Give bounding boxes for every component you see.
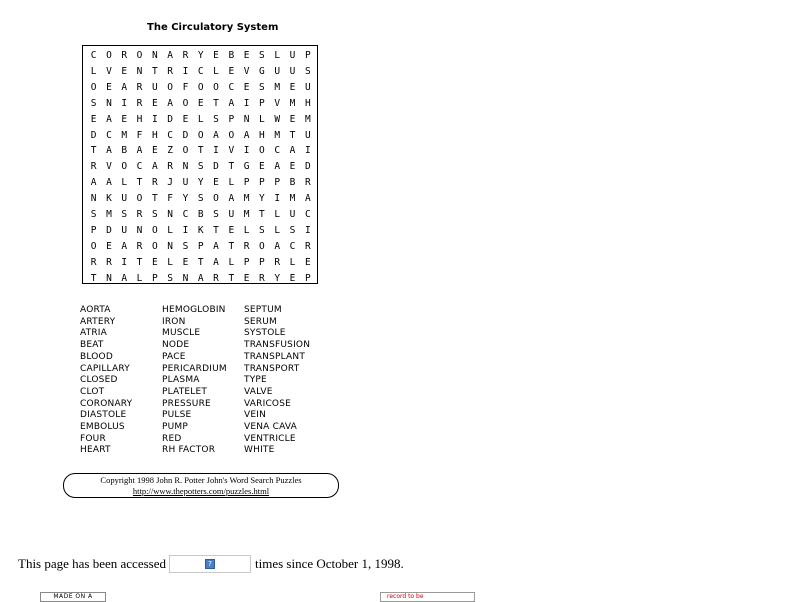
grid-letter: S [151, 209, 158, 220]
grid-row [86, 192, 315, 205]
grid-letter: A [151, 161, 158, 173]
grid-letter: M [304, 113, 311, 125]
grid-letter: I [243, 145, 250, 157]
credit-url-link[interactable]: http://www.thepotters.com/puzzles.html [132, 486, 270, 496]
grid-letter: A [136, 145, 143, 157]
grid-letter: S [259, 50, 265, 61]
grid-letter: R [90, 256, 97, 268]
grid-letter: E [213, 50, 219, 61]
grid-letter: Y [274, 272, 281, 284]
grid-row [86, 176, 315, 189]
grid-letter: E [228, 224, 235, 236]
grid-letter: E [151, 256, 158, 268]
grid-letter: E [259, 161, 265, 173]
grid-letter: O [121, 161, 128, 173]
grid-letter: U [151, 81, 158, 93]
grid-letter: M [289, 97, 296, 109]
grid-letter: I [304, 145, 311, 157]
grid-letter: U [121, 193, 128, 205]
word-item: RH FACTOR [162, 445, 216, 456]
grid-letter: R [213, 272, 219, 284]
grid-letter: A [197, 272, 204, 284]
grid-letter: D [106, 224, 112, 236]
grid-letter: T [259, 209, 265, 220]
grid-letter: E [243, 272, 250, 284]
grid-letter: T [90, 272, 97, 284]
word-item: CORONARY [80, 398, 133, 409]
grid-letter: D [182, 129, 189, 141]
grid-letter: S [304, 65, 311, 77]
grid-letter: A [90, 177, 97, 189]
grid-letter: V [243, 65, 250, 77]
grid-letter: Y [182, 193, 189, 205]
grid-letter: A [121, 240, 128, 252]
grid-letter: S [167, 272, 173, 284]
grid-letter: T [151, 65, 158, 77]
word-item: VEIN [244, 410, 267, 421]
word-item: PACE [162, 351, 186, 362]
grid-letter: A [274, 161, 281, 173]
grid-letter: T [136, 177, 143, 189]
word-item: PLATELET [162, 386, 208, 397]
grid-letter: R [243, 240, 250, 252]
grid-letter: C [228, 81, 235, 93]
grid-letter: T [151, 193, 158, 205]
grid-letter: C [90, 50, 97, 61]
grid-letter: S [121, 209, 128, 220]
grid-letter: R [259, 272, 265, 284]
grid-letter: A [106, 177, 112, 189]
grid-letter: D [213, 161, 219, 173]
grid-letter: C [304, 209, 311, 220]
word-item: CLOSED [80, 375, 118, 386]
grid-letter: L [136, 272, 143, 284]
word-item: VALVE [244, 386, 273, 397]
grid-letter: H [151, 129, 158, 141]
grid-letter: N [136, 224, 143, 236]
grid-row [86, 224, 315, 237]
grid-letter: N [106, 97, 112, 109]
grid-letter: N [182, 272, 189, 284]
grid-letter: L [121, 177, 128, 189]
grid-row [86, 272, 315, 285]
grid-letter: M [243, 193, 250, 205]
grid-letter: C [182, 209, 189, 220]
grid-letter: E [289, 161, 296, 173]
grid-letter: N [182, 161, 189, 173]
word-item: BLOOD [80, 351, 113, 362]
grid-letter: E [106, 240, 112, 252]
grid-letter: T [90, 145, 97, 157]
grid-row [86, 97, 315, 110]
grid-letter: P [304, 272, 311, 284]
word-item: TRANSFUSION [244, 340, 311, 351]
grid-letter: L [289, 256, 296, 268]
word-item: PRESSURE [162, 398, 211, 409]
grid-letter: I [151, 113, 158, 125]
word-item: PUMP [162, 422, 189, 433]
grid-letter: A [274, 240, 281, 252]
grid-letter: R [106, 256, 112, 268]
grid-letter: E [121, 113, 128, 125]
grid-letter: L [274, 209, 281, 220]
grid-letter: I [274, 193, 281, 205]
grid-letter: R [136, 209, 143, 220]
word-item: RED [162, 433, 182, 444]
grid-letter: U [121, 224, 128, 236]
grid-letter: N [106, 272, 112, 284]
grid-letter: R [136, 97, 143, 109]
grid-letter: O [167, 81, 173, 93]
grid-letter: P [259, 177, 265, 189]
grid-letter: Y [197, 50, 204, 61]
grid-letter: E [182, 256, 189, 268]
word-item: AORTA [80, 305, 111, 315]
grid-letter: L [228, 177, 235, 189]
grid-letter: O [197, 81, 204, 93]
grid-letter: M [274, 129, 281, 141]
word-item: PULSE [162, 410, 192, 421]
grid-row [86, 144, 315, 157]
grid-letter: N [167, 209, 173, 220]
grid-letter: D [304, 161, 311, 173]
grid-letter: R [304, 240, 311, 252]
grid-letter: N [90, 193, 97, 205]
word-list [80, 305, 344, 457]
hit-counter-image [169, 555, 251, 573]
word-item: VENA CAVA [244, 422, 297, 433]
word-search-grid [82, 45, 318, 284]
grid-letter: M [106, 209, 112, 220]
grid-letter: M [121, 129, 128, 141]
grid-letter: J [167, 177, 173, 189]
grid-letter: L [90, 65, 97, 77]
word-item: PLASMA [162, 375, 200, 386]
grid-letter: O [197, 129, 204, 141]
grid-letter: R [182, 50, 189, 61]
grid-letter: O [259, 240, 265, 252]
grid-letter: E [121, 65, 128, 77]
grid-letter: E [304, 256, 311, 268]
word-item: DIASTOLE [80, 410, 127, 421]
grid-row [86, 81, 315, 94]
grid-letter: I [182, 65, 189, 77]
word-item: HEMOGLOBIN [162, 305, 226, 315]
grid-letter: K [197, 224, 204, 236]
counter-text-after: times since October 1, 1998. [255, 556, 404, 571]
grid-letter: S [289, 224, 296, 236]
word-item: EMBOLUS [80, 422, 125, 433]
grid-letter: S [197, 161, 204, 173]
grid-letter: E [213, 177, 219, 189]
grid-letter: E [228, 65, 235, 77]
access-counter-line [18, 555, 404, 573]
record-badge[interactable]: record to be [380, 592, 475, 602]
word-item: VENTRICLE [244, 433, 296, 444]
word-item: TYPE [244, 375, 267, 386]
grid-letter: E [197, 97, 204, 109]
grid-letter: T [197, 145, 204, 157]
grid-letter: A [213, 256, 219, 268]
grid-letter: S [259, 81, 265, 93]
grid-letter: T [213, 97, 219, 109]
grid-letter: S [182, 240, 189, 252]
word-item: CLOT [80, 386, 105, 397]
grid-letter: E [289, 272, 296, 284]
word-item: BEAT [80, 340, 104, 351]
word-item: FOUR [80, 433, 106, 444]
grid-letter: T [213, 224, 219, 236]
grid-letter: S [90, 209, 97, 220]
grid-letter: O [213, 193, 219, 205]
grid-letter: N [136, 65, 143, 77]
grid-letter: V [106, 65, 112, 77]
grid-letter: P [151, 272, 158, 284]
page-title: The Circulatory System [147, 22, 279, 33]
word-item: PERICARDIUM [162, 363, 227, 374]
grid-letter: S [213, 209, 219, 220]
grid-letter: I [304, 224, 311, 236]
grid-letter: B [289, 177, 296, 189]
grid-letter: O [136, 50, 143, 61]
grid-letter: R [167, 65, 173, 77]
grid-letter: C [289, 240, 296, 252]
grid-letter: L [259, 113, 265, 125]
word-item: TRANSPLANT [244, 351, 306, 362]
grid-letter: B [121, 145, 128, 157]
grid-letter: I [243, 97, 250, 109]
grid-letter: S [90, 97, 97, 109]
grid-letter: G [243, 161, 250, 173]
grid-letter: V [274, 97, 281, 109]
grid-letter: W [274, 113, 281, 125]
word-item: CAPILLARY [80, 363, 130, 374]
word-item: SEPTUM [244, 305, 282, 315]
grid-letter: T [197, 256, 204, 268]
grid-letter: S [259, 224, 265, 236]
grid-row [86, 160, 315, 173]
copyright-credit [63, 473, 339, 498]
word-item: TRANSPORT [244, 363, 300, 374]
word-item: SYSTOLE [244, 328, 286, 339]
grid-row [86, 208, 315, 221]
grid-letter: M [274, 81, 281, 93]
grid-letter: L [243, 224, 250, 236]
grid-letter: A [228, 193, 235, 205]
grid-letter: P [90, 224, 97, 236]
grid-letter: E [106, 81, 112, 93]
grid-letter: Y [259, 193, 265, 205]
grid-letter: O [90, 81, 97, 93]
grid-letter: F [167, 193, 173, 205]
word-item: NODE [162, 340, 190, 351]
grid-letter: A [106, 145, 112, 157]
grid-letter: A [121, 81, 128, 93]
grid-letter: P [304, 50, 311, 61]
grid-letter: R [304, 177, 311, 189]
grid-letter: C [274, 145, 281, 157]
word-item: ATRIA [80, 328, 108, 339]
grid-letter: T [228, 161, 235, 173]
grid-letter: O [228, 129, 235, 141]
grid-letter: L [228, 256, 235, 268]
grid-letter: E [182, 113, 189, 125]
grid-letter: C [197, 65, 204, 77]
grid-row [86, 65, 315, 78]
grid-letter: A [213, 240, 219, 252]
grid-row [86, 256, 315, 269]
grid-letter: C [167, 129, 173, 141]
grid-letter: U [228, 209, 235, 220]
grid-letter: A [121, 272, 128, 284]
grid-letter: A [289, 145, 296, 157]
grid-letter: R [136, 240, 143, 252]
word-item: WHITE [244, 445, 275, 456]
made-on-badge[interactable]: MADE ON A [40, 592, 106, 602]
grid-letter: V [228, 145, 235, 157]
word-item: IRON [162, 316, 186, 327]
grid-letter: O [136, 193, 143, 205]
word-item: MUSCLE [162, 328, 201, 339]
grid-letter: O [106, 50, 112, 61]
grid-letter: A [228, 97, 235, 109]
grid-letter: T [289, 129, 296, 141]
copyright-line: Copyright 1998 John R. Potter John's Word Search Puzzles [100, 475, 302, 485]
grid-letter: E [243, 81, 250, 93]
grid-letter: E [151, 145, 158, 157]
grid-letter: U [274, 65, 281, 77]
grid-letter: O [90, 240, 97, 252]
grid-letter: R [151, 177, 158, 189]
grid-letter: S [197, 193, 204, 205]
grid-letter: P [259, 97, 265, 109]
grid-letter: R [167, 161, 173, 173]
grid-letter: V [106, 161, 112, 173]
word-item: ARTERY [80, 316, 116, 327]
grid-letter: P [243, 256, 250, 268]
grid-letter: A [243, 129, 250, 141]
grid-letter: E [243, 50, 250, 61]
word-list-column-3 [244, 305, 344, 457]
grid-letter: I [182, 224, 189, 236]
grid-letter: L [213, 65, 219, 77]
grid-letter: O [182, 97, 189, 109]
grid-letter: N [243, 113, 250, 125]
grid-letter: N [151, 50, 158, 61]
grid-letter: R [90, 161, 97, 173]
grid-letter: K [106, 193, 112, 205]
grid-letter: Z [167, 145, 173, 157]
grid-letter: E [289, 81, 296, 93]
grid-letter: F [182, 81, 189, 93]
grid-letter: D [167, 113, 173, 125]
broken-image-icon: ? [205, 559, 215, 569]
grid-letter: H [136, 113, 143, 125]
grid-letter: A [304, 193, 311, 205]
grid-letter: U [304, 81, 311, 93]
grid-letter: R [121, 50, 128, 61]
grid-letter: L [274, 50, 281, 61]
grid-letter: B [197, 209, 204, 220]
grid-letter: R [136, 81, 143, 93]
grid-letter: O [151, 240, 158, 252]
grid-letter: O [213, 81, 219, 93]
grid-letter: M [243, 209, 250, 220]
grid-letter: P [197, 240, 204, 252]
grid-letter: L [274, 224, 281, 236]
grid-row [86, 129, 315, 142]
grid-letter: P [259, 256, 265, 268]
grid-letter: E [289, 113, 296, 125]
grid-letter: C [106, 129, 112, 141]
grid-letter: I [121, 97, 128, 109]
grid-letter: F [136, 129, 143, 141]
grid-letter: G [259, 65, 265, 77]
grid-letter: L [167, 224, 173, 236]
grid-letter: A [213, 129, 219, 141]
grid-letter: Y [197, 177, 204, 189]
grid-letter: U [182, 177, 189, 189]
grid-letter: P [243, 177, 250, 189]
grid-letter: I [213, 145, 219, 157]
grid-letter: C [136, 161, 143, 173]
grid-letter: L [197, 113, 204, 125]
grid-letter: A [167, 50, 173, 61]
grid-letter: L [167, 256, 173, 268]
grid-letter: A [167, 97, 173, 109]
grid-row [86, 49, 315, 62]
grid-letter: R [274, 256, 281, 268]
grid-letter: H [304, 97, 311, 109]
grid-letter: O [182, 145, 189, 157]
grid-row [86, 240, 315, 253]
word-list-column-2 [162, 305, 244, 457]
grid-letter: I [121, 256, 128, 268]
grid-letter: T [228, 272, 235, 284]
grid-letter: E [151, 97, 158, 109]
grid-letter: P [274, 177, 281, 189]
grid-letter: U [289, 209, 296, 220]
grid-letter: H [259, 129, 265, 141]
grid-letter: U [289, 65, 296, 77]
grid-letter: S [213, 113, 219, 125]
word-list-column-1 [80, 305, 162, 457]
grid-letter: O [151, 224, 158, 236]
grid-letter: B [228, 50, 235, 61]
grid-letter: T [136, 256, 143, 268]
grid-letter: A [106, 113, 112, 125]
word-item: VARICOSE [244, 398, 292, 409]
word-item: HEART [80, 445, 111, 456]
grid-letter: U [304, 129, 311, 141]
grid-letter: E [90, 113, 97, 125]
grid-letter: T [228, 240, 235, 252]
grid-letter: N [167, 240, 173, 252]
counter-text-before: This page has been accessed [18, 556, 166, 571]
grid-letter: D [90, 129, 97, 141]
grid-letter: M [289, 193, 296, 205]
grid-letter: P [228, 113, 235, 125]
grid-letter: O [259, 145, 265, 157]
word-item: SERUM [244, 316, 278, 327]
grid-row [86, 113, 315, 126]
grid-letter: U [289, 50, 296, 61]
